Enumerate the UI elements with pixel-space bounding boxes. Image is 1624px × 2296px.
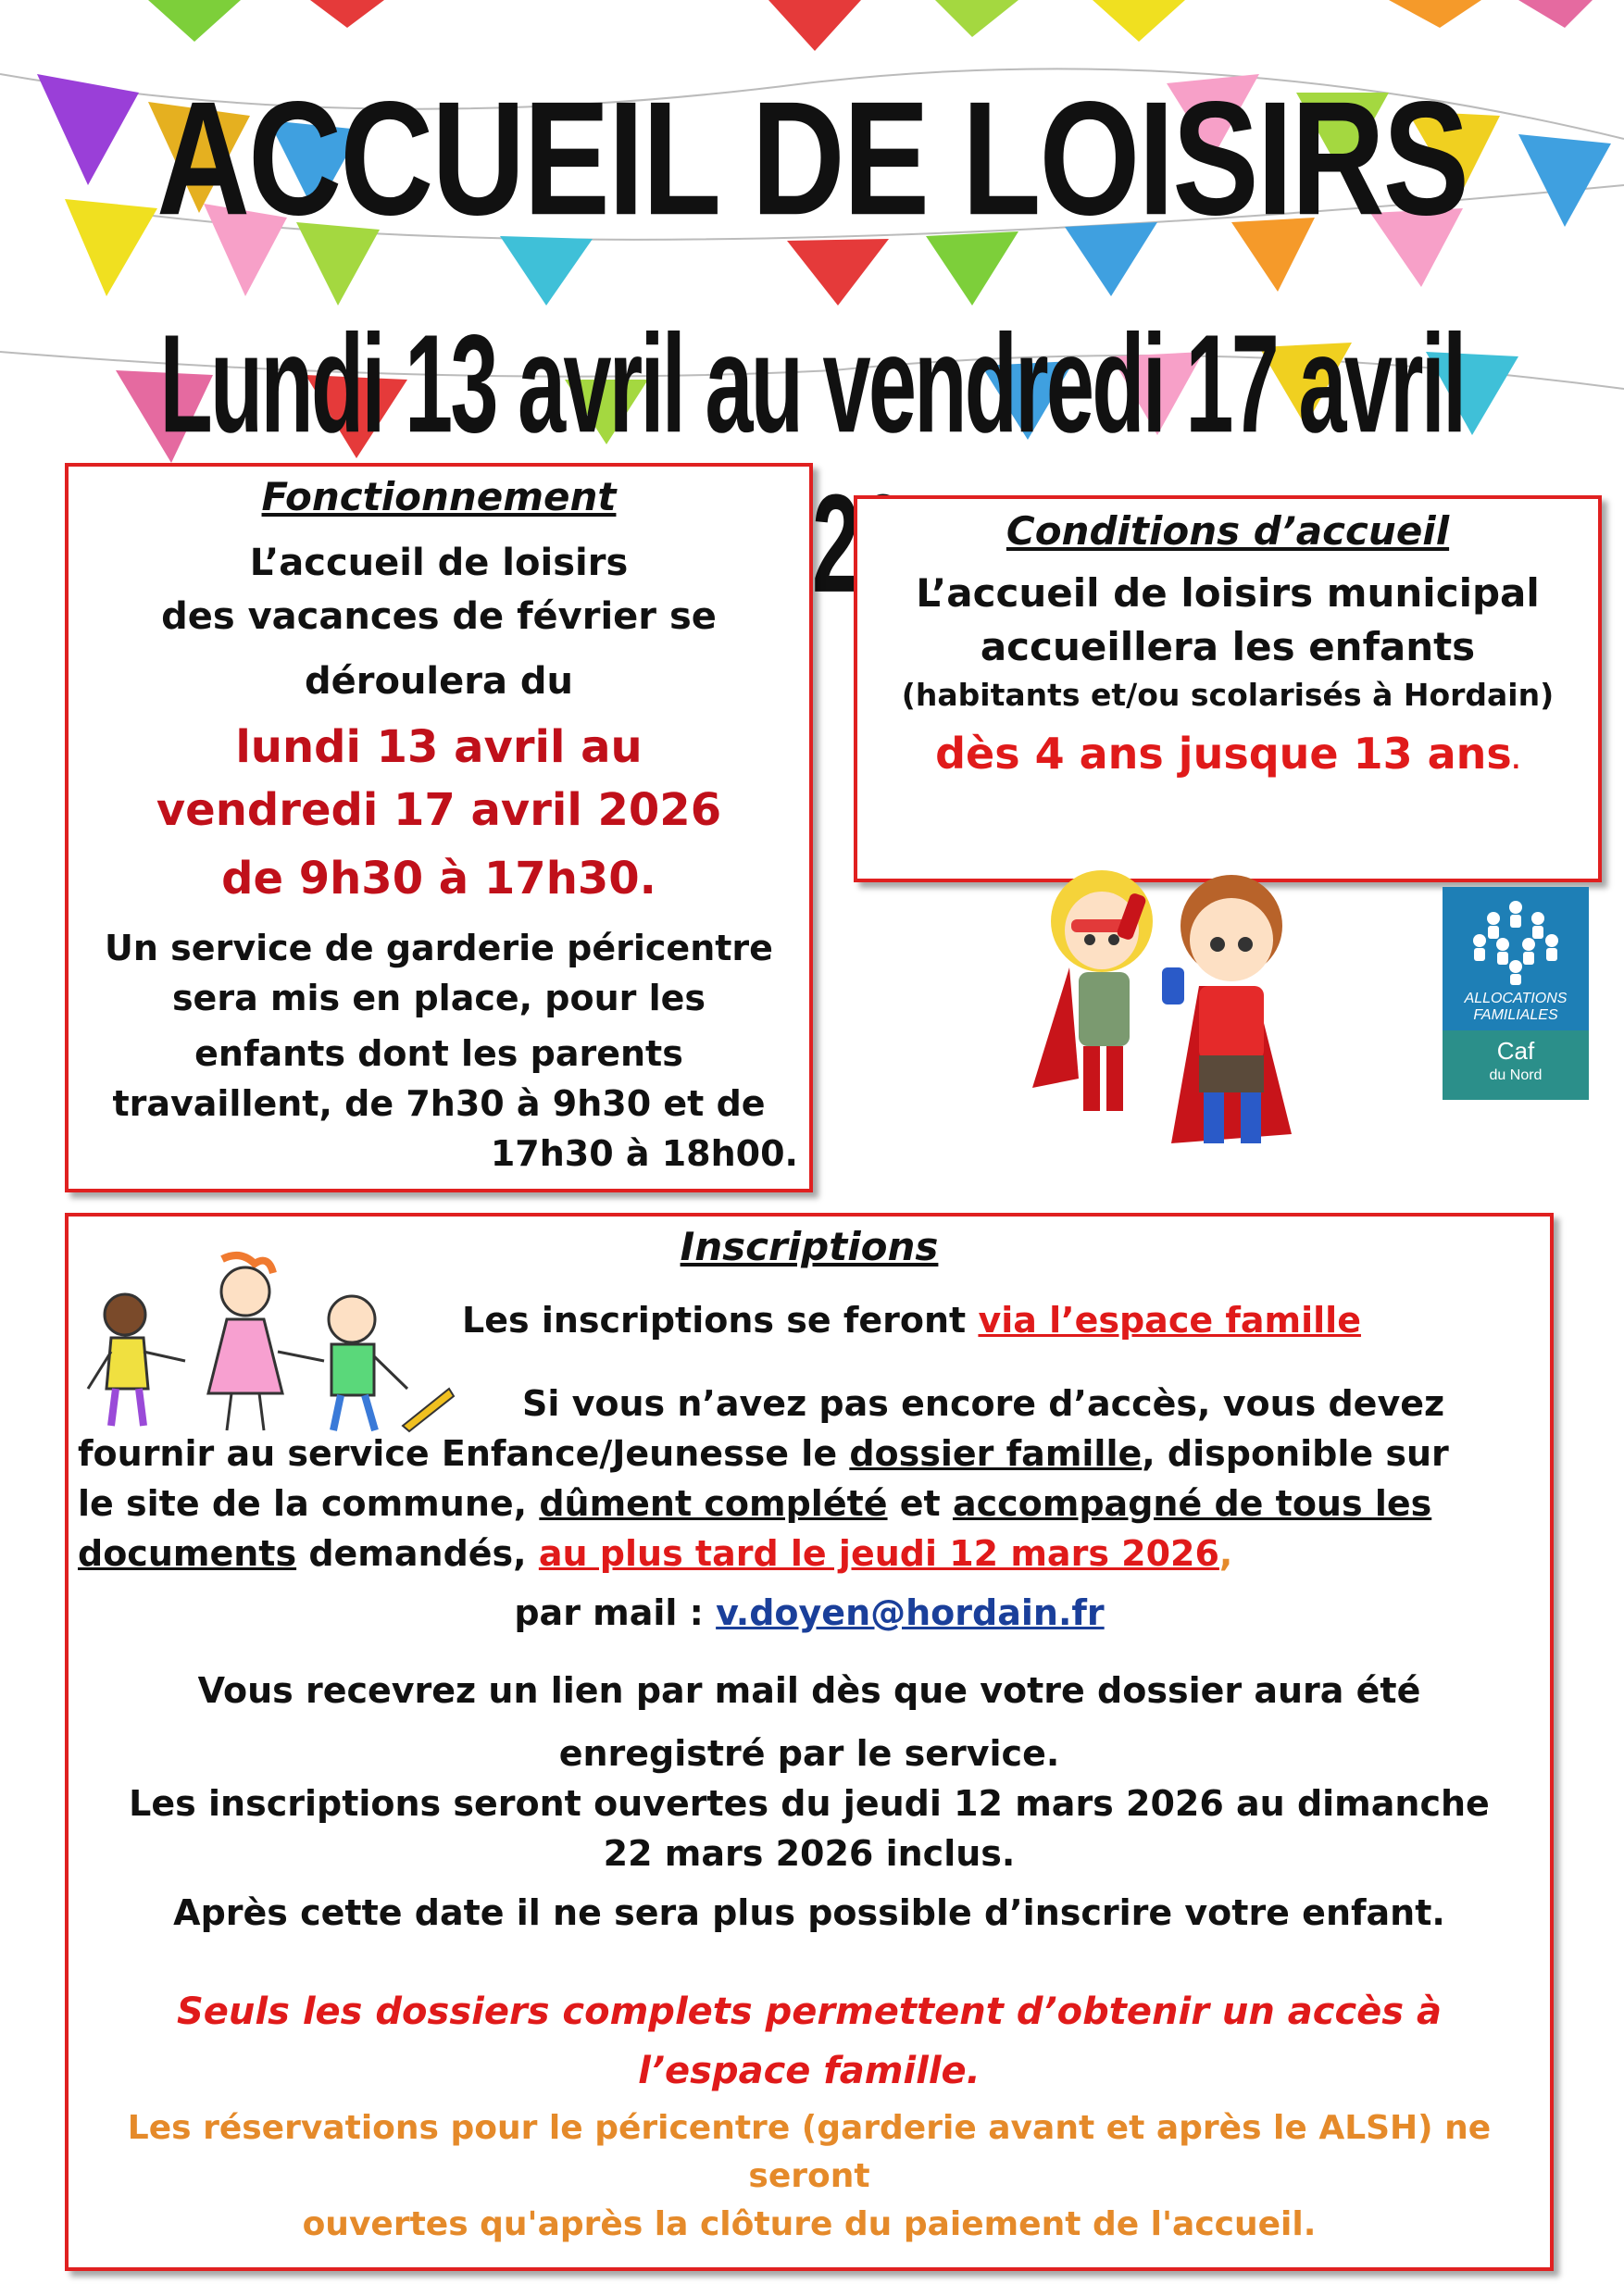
caf-line1: ALLOCATIONS xyxy=(1464,991,1568,1006)
inscriptions-heading: Inscriptions xyxy=(680,1224,939,1269)
documents-text: documents xyxy=(78,1533,297,1574)
ins-line10: Après cette date il ne sera plus possible d’inscrire votre enfant. xyxy=(173,1892,1445,1933)
ins-line9: 22 mars 2026 inclus. xyxy=(603,1833,1016,1874)
ins-line5-d: , xyxy=(1218,1533,1233,1574)
ins-line7: enregistré par le service. xyxy=(558,1733,1060,1774)
dossier-famille-text: dossier famille xyxy=(849,1433,1143,1474)
ins-line3 xyxy=(69,1429,1550,1479)
caf-line3: Caf xyxy=(1496,1037,1535,1065)
ins-line5 xyxy=(69,1529,1550,1578)
children-drawing-illustration xyxy=(83,1250,472,1435)
caf-line2: FAMILIALES xyxy=(1473,1007,1558,1023)
ins-line4 xyxy=(69,1479,1550,1529)
page-title: ACCUEIL DE LOISIRS xyxy=(156,67,1468,249)
fonct-garderie-2: sera mis en place, pour les xyxy=(171,978,706,1018)
fonctionnement-heading: Fonctionnement xyxy=(261,474,617,519)
ins-orange-2: ouvertes qu'après la clôture du paiement de l'accueil. xyxy=(302,2205,1317,2243)
conditions-heading: Conditions d’accueil xyxy=(1006,508,1450,554)
mail-label: par mail : xyxy=(514,1592,717,1633)
ins-line4-a: le site de la commune, xyxy=(78,1483,540,1524)
ins-line8: Les inscriptions seront ouvertes du jeudi 12 mars 2026 au dimanche xyxy=(129,1783,1490,1824)
accompagne-text: accompagné de tous les xyxy=(952,1483,1432,1524)
ins-line6: Vous recevrez un lien par mail dès que votre dossier aura été xyxy=(197,1670,1421,1711)
ins-warning-2: l’espace famille. xyxy=(638,2050,981,2092)
fonct-line2: des vacances de février se xyxy=(161,595,717,638)
ins-line1-text: Les inscriptions se feront xyxy=(462,1300,979,1341)
ins-line3-c: , disponible sur xyxy=(1142,1433,1449,1474)
fonct-hours: de 9h30 à 17h30. xyxy=(221,853,656,905)
date-range-title: Lundi 13 avril au vendredi 17 avril xyxy=(159,306,1465,463)
cond-line3: (habitants et/ou scolarisés à Hordain) xyxy=(901,677,1555,713)
conditions-box xyxy=(854,495,1602,882)
ins-line4-c: et xyxy=(887,1483,953,1524)
fonct-line3: déroulera du xyxy=(304,660,574,703)
ins-mail-line xyxy=(69,1588,1550,1638)
dument-complete-text: dûment complété xyxy=(539,1483,888,1524)
espace-famille-text: via l’espace famille xyxy=(978,1300,1361,1341)
fonct-garderie-1: Un service de garderie péricentre xyxy=(105,928,773,968)
fonct-garderie-3: enfants dont les parents xyxy=(194,1033,683,1074)
ins-line2: Si vous n’avez pas encore d’accès, vous devez xyxy=(522,1383,1445,1424)
cond-age-end: . xyxy=(1511,748,1520,774)
deadline-text: au plus tard le jeudi 12 mars 2026 xyxy=(538,1533,1219,1574)
cond-age xyxy=(857,717,1598,798)
fonct-garderie-4: travaillent, de 7h30 à 9h30 et de xyxy=(112,1083,766,1124)
caf-line4: du Nord xyxy=(1489,1067,1543,1083)
fonctionnement-box xyxy=(65,463,813,1192)
fonct-line1: L’accueil de loisirs xyxy=(249,542,629,584)
cond-line1: L’accueil de loisirs municipal xyxy=(916,570,1540,616)
caf-people-icon xyxy=(1443,887,1589,989)
cond-age-text: dès 4 ans jusque 13 ans xyxy=(935,729,1512,779)
ins-line5-b: demandés, xyxy=(296,1533,539,1574)
fonct-date2: vendredi 17 avril 2026 xyxy=(156,784,722,836)
ins-warning-1: Seuls les dossiers complets permettent d’obtenir un accès à xyxy=(176,1990,1443,2033)
ins-line3-a: fournir au service Enfance/Jeunesse le xyxy=(78,1433,850,1474)
fonct-date1: lundi 13 avril au xyxy=(235,721,643,773)
caf-logo xyxy=(1443,887,1589,1100)
cond-line2: accueillera les enfants xyxy=(980,624,1476,669)
fonct-garderie-5: 17h30 à 18h00. xyxy=(490,1133,798,1174)
ins-orange-1: Les réservations pour le péricentre (garderie avant et après le ALSH) ne seront xyxy=(127,2109,1492,2195)
superhero-kids-illustration xyxy=(1014,856,1347,1162)
email-link[interactable]: v.doyen@hordain.fr xyxy=(716,1592,1105,1633)
